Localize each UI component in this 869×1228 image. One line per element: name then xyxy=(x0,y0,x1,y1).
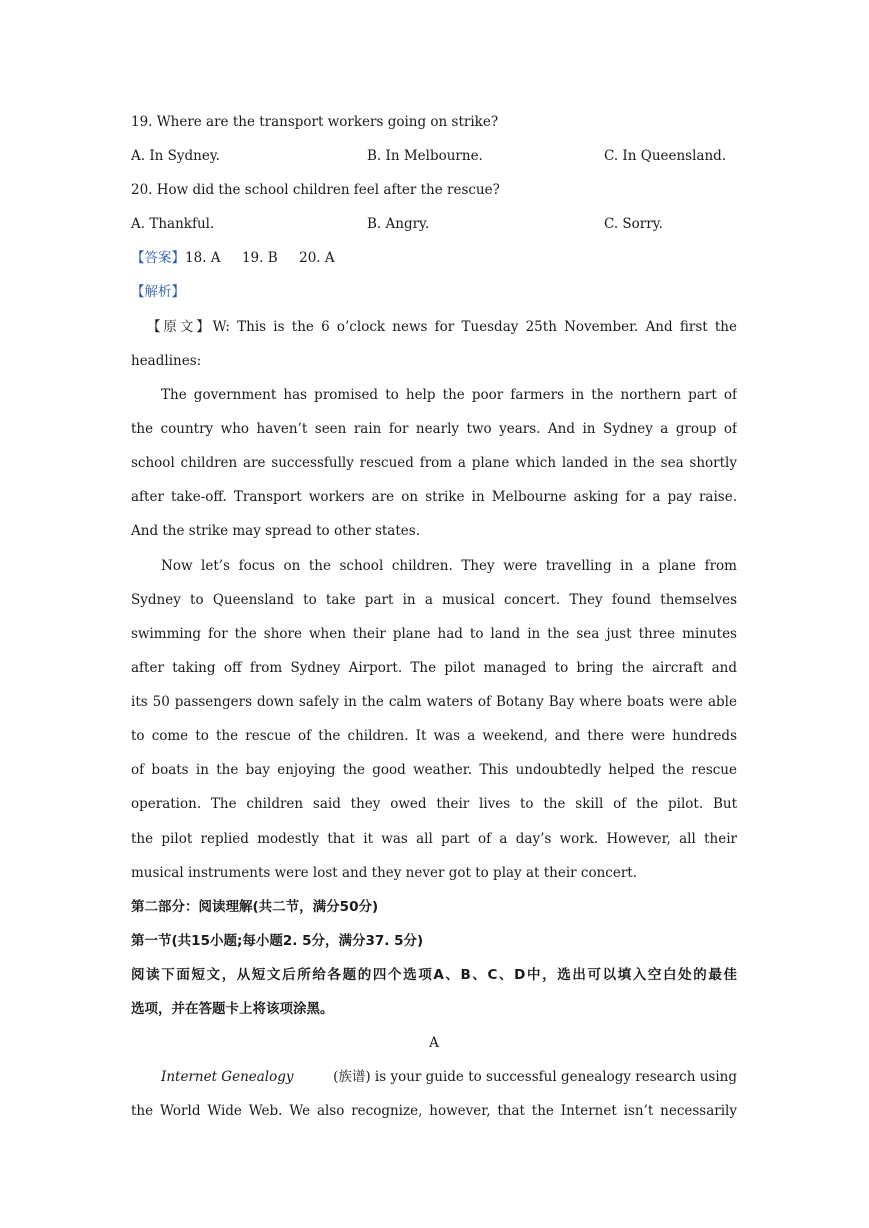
passage-letter: A xyxy=(429,1035,439,1051)
section-subheading: 第一节(共15小题;每小题2. 5分，满分37. 5分) xyxy=(131,933,424,949)
question-19-option-a: A. In Sydney. xyxy=(131,148,220,164)
transcript-line: musical instruments were lost and they never got to play at their concert. xyxy=(131,865,638,881)
question-20-stem: 20. How did the school children feel after the rescue? xyxy=(131,182,500,198)
question-20-option-a: A. Thankful. xyxy=(131,216,215,232)
answer-text: 18. A 19. B 20. A xyxy=(185,250,335,266)
transcript-line: Now let’s focus on the school children. They were travelling in a plane from xyxy=(161,558,737,574)
answer-line xyxy=(131,247,737,269)
question-20-option-c: C. Sorry. xyxy=(604,216,663,232)
passage-title: Internet Genealogy xyxy=(161,1069,294,1085)
transcript-line: the pilot replied modestly that it was all part of a day’s work. However, all their xyxy=(131,831,737,847)
transcript-line: 【原文】W: This is the 6 o’clock news for Tuesday 25th November. And first the xyxy=(147,319,737,335)
transcript-line: And the strike may spread to other states. xyxy=(131,523,420,539)
section-instruction: 选项，并在答题卡上将该项涂黑。 xyxy=(131,1001,334,1017)
transcript-line: The government has promised to help the poor farmers in the northern part of xyxy=(161,387,737,403)
transcript-line: after taking off from Sydney Airport. The pilot managed to bring the aircraft and xyxy=(131,660,737,676)
transcript-line: after take-off. Transport workers are on strike in Melbourne asking for a pay raise. xyxy=(131,489,737,505)
question-19-option-b: B. In Melbourne. xyxy=(367,148,483,164)
transcript-line: Sydney to Queensland to take part in a musical concert. They found themselves xyxy=(131,592,737,608)
section-heading: 第二部分：阅读理解(共二节，满分50分) xyxy=(131,899,379,915)
question-19-option-c: C. In Queensland. xyxy=(604,148,727,164)
passage-line: the World Wide Web. We also recognize, however, that the Internet isn’t necessarily xyxy=(131,1103,737,1119)
transcript-line: the country who haven’t seen rain for nearly two years. And in Sydney a group of xyxy=(131,421,737,437)
analysis-label: 【解析】 xyxy=(131,284,185,300)
passage-line-rest: (族谱) is your guide to successful genealogy research using xyxy=(333,1069,737,1085)
transcript-line: school children are successfully rescued from a plane which landed in the sea shortly xyxy=(131,455,737,471)
answer-label: 【答案】 xyxy=(131,250,185,266)
transcript-line: its 50 passengers down safely in the calm waters of Botany Bay where boats were able xyxy=(131,694,737,710)
transcript-line: operation. The children said they owed their lives to the skill of the pilot. But xyxy=(131,796,737,812)
transcript-line: headlines: xyxy=(131,353,202,369)
question-20-option-b: B. Angry. xyxy=(367,216,430,232)
question-19-stem: 19. Where are the transport workers going on strike? xyxy=(131,114,499,130)
passage-line xyxy=(161,1066,737,1088)
transcript-line: of boats in the bay enjoying the good weather. This undoubtedly helped the rescue xyxy=(131,762,737,778)
transcript-line: to come to the rescue of the children. It was a weekend, and there were hundreds xyxy=(131,728,737,744)
transcript-line: swimming for the shore when their plane had to land in the sea just three minutes xyxy=(131,626,737,642)
section-instruction: 阅读下面短文，从短文后所给各题的四个选项A、B、C、D中，选出可以填入空白处的最佳 xyxy=(131,967,737,983)
